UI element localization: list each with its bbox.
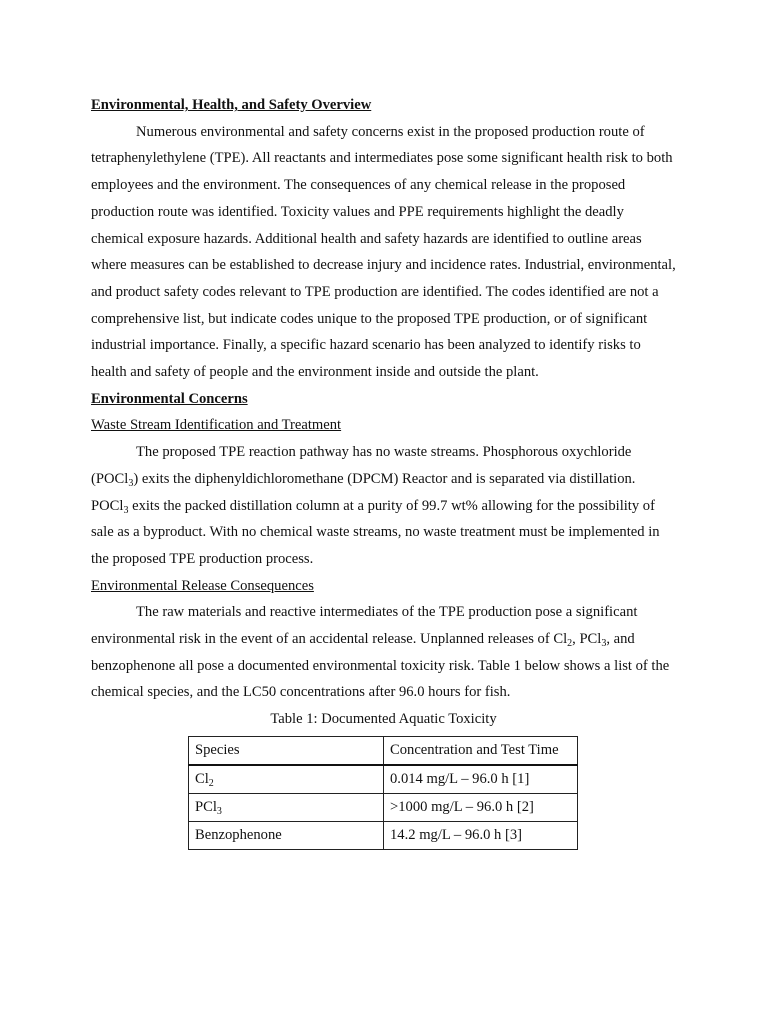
release-text-2: , PCl (572, 631, 602, 648)
species-cell (189, 793, 384, 821)
species-subscript: 2 (208, 777, 214, 789)
heading-overview: Environmental, Health, and Safety Overview (91, 97, 372, 113)
waste-subscript-2: 3 (123, 504, 129, 516)
heading-environmental-concerns: Environmental Concerns (91, 390, 248, 407)
waste-subscript-1: 3 (128, 477, 134, 489)
toxicity-table (188, 736, 578, 850)
concentration-cell: 14.2 mg/L – 96.0 h [3] (384, 821, 578, 849)
species-name: PCl (195, 798, 217, 815)
waste-text-3: exits the packed distillation column at a purity of 99.7 wt% allowing for the possibility of sale as a byproduct. With no chemical waste streams, no waste treatment must be implemented in the proposed TPE production process. (91, 497, 660, 567)
species-subscript: 3 (216, 805, 222, 817)
species-cell (189, 765, 384, 794)
header-concentration: Concentration and Test Time (384, 736, 578, 765)
waste-paragraph (91, 439, 676, 573)
release-paragraph (91, 599, 676, 706)
waste-text-2: ) exits the diphenyldichloromethane (DPCM) Reactor and is separated via distillation. POCl (91, 470, 636, 514)
concentration-cell: 0.014 mg/L – 96.0 h [1] (384, 765, 578, 794)
subheading-release-consequences: Environmental Release Consequences (91, 577, 314, 594)
species-name: Cl (195, 770, 209, 787)
document-page (91, 92, 676, 850)
overview-paragraph: Numerous environmental and safety concerns exist in the proposed production route of tetraphenylethylene (TPE). All reactants and intermediates pose some significant health risk to both employees and the environment. The consequences of any chemical release in the proposed production route was identified. Toxicity values and PPE requirements highlight the deadly chemical exposure hazards. Additional health and safety hazards are identified to outline areas where measures can be established to decrease injury and incidence rates. Industrial, environmental, and product safety codes relevant to TPE production are identified. The codes identified are not a comprehensive list, but indicate codes unique to the proposed TPE production, or of significant industrial importance. Finally, a specific hazard scenario has been analyzed to identify risks to health and safety of people and the environment inside and outside the plant. (91, 123, 676, 381)
table-row (189, 821, 578, 849)
release-text-3: , and benzophenone all pose a documented environmental toxicity risk. Table 1 below shows a list of the chemical species, and the LC50 concentrations after 96.0 hours for fish. (91, 631, 670, 701)
table-header-row (189, 736, 578, 765)
release-subscript-1: 2 (567, 638, 573, 650)
concentration-cell: >1000 mg/L – 96.0 h [2] (384, 793, 578, 821)
subheading-waste-stream: Waste Stream Identification and Treatment (91, 417, 342, 434)
species-name: Benzophenone (195, 826, 282, 843)
header-species: Species (189, 736, 384, 765)
species-cell (189, 821, 384, 849)
table-caption: Table 1: Documented Aquatic Toxicity (270, 711, 497, 728)
release-text-1: The raw materials and reactive intermediates of the TPE production pose a significant environmental risk in the event of an accidental release. Unplanned releases of Cl (91, 604, 638, 648)
release-subscript-2: 3 (601, 638, 607, 650)
table-row (189, 793, 578, 821)
waste-text-1: The proposed TPE reaction pathway has no waste streams. Phosphorous oxychloride (POCl (91, 444, 632, 487)
table-row (189, 765, 578, 794)
